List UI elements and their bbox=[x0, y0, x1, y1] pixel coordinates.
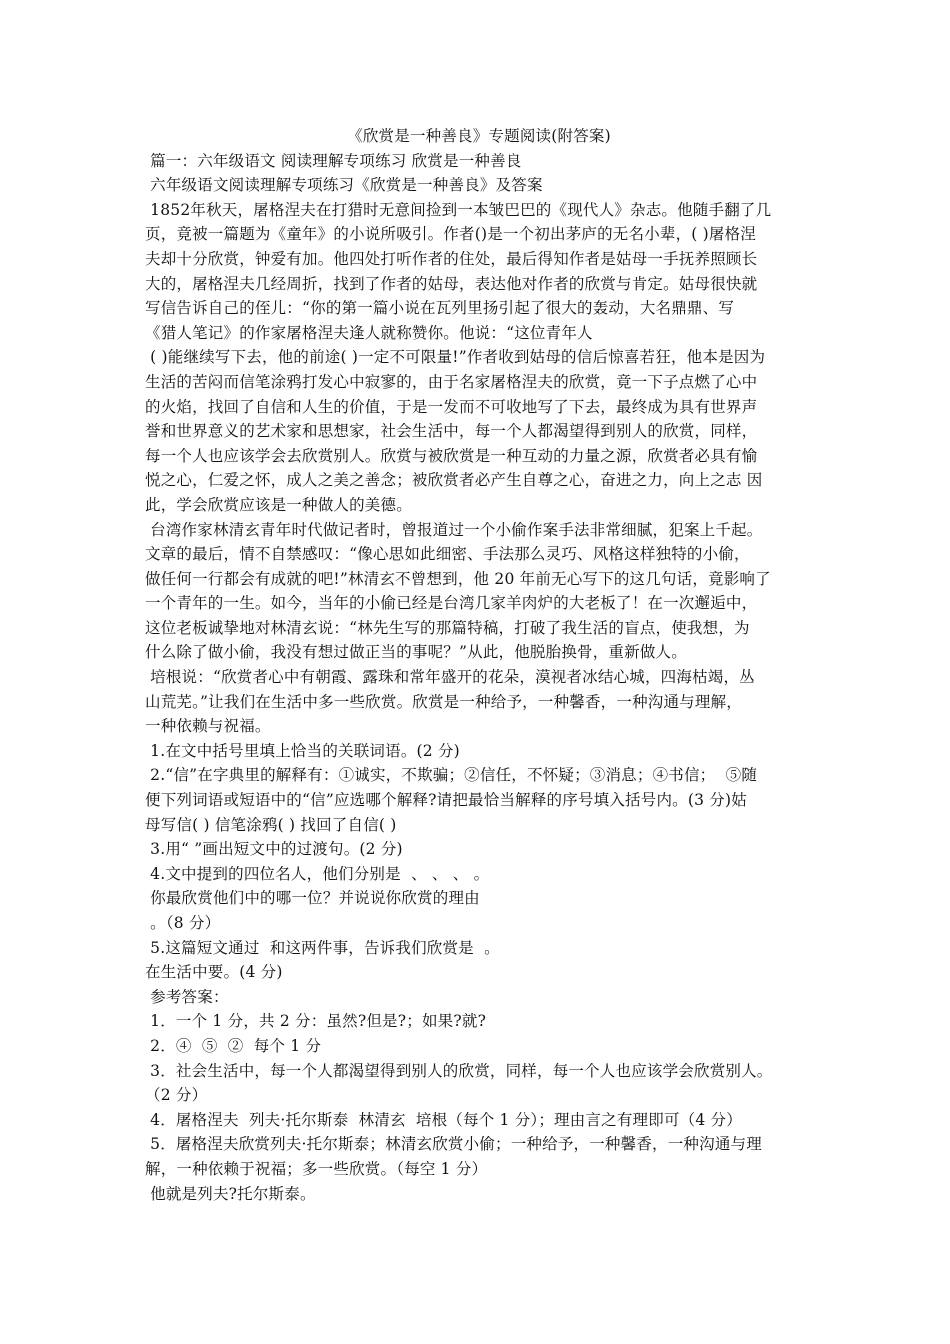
text-line: 做任何一行都会有成就的吧!”林清玄不曾想到，他 20 年前无心写下的这几句话，竟影响了 bbox=[145, 569, 771, 588]
text-line: 生活的苦闷而信笔涂鸦打发心中寂寥的，由于名家屠格涅夫的欣赏，竟一下子点燃了心中 bbox=[145, 372, 758, 391]
text-line: 3．社会生活中，每一个人都渴望得到别人的欣赏，同样，每一个人也应该学会欣赏别人。 bbox=[145, 1061, 773, 1080]
text-line: （2 分） bbox=[145, 1086, 208, 1105]
text-line: 六年级语文阅读理解专项练习《欣赏是一种善良》及答案 bbox=[145, 176, 543, 195]
text-line: 大的，屠格涅夫几经周折，找到了作者的姑母，表达他对作者的欣赏与肯定。姑母很快就 bbox=[145, 274, 758, 293]
text-line: 这位老板诚挚地对林清玄说：“林先生写的那篇特稿，打破了我生活的盲点，使我想，为 bbox=[145, 618, 750, 637]
text-line: 台湾作家林清玄青年时代做记者时，曾报道过一个小偷作案手法非常细腻，犯案上千起。 bbox=[145, 520, 763, 539]
text-line: 5．屠格涅夫欣赏列夫·托尔斯泰；林清玄欣赏小偷；一种给予，一种馨香，一种沟通与理 bbox=[145, 1135, 762, 1154]
text-line: 夫却十分欣赏，钟爱有加。他四处打听作者的住处，最后得知作者是姑母一手抚养照顾长 bbox=[145, 249, 758, 268]
text-line: 1.在文中括号里填上恰当的关联词语。(2 分) bbox=[145, 741, 460, 760]
text-line: 。（8 分） bbox=[145, 914, 221, 932]
text-line: 一种依赖与祝福。 bbox=[145, 717, 271, 736]
document-body bbox=[145, 124, 813, 1206]
text-line: 他就是列夫?托尔斯泰。 bbox=[145, 1184, 316, 1203]
text-line: 文章的最后，情不自禁感叹：“像心思如此细密、手法那么灵巧、风格这样独特的小偷， bbox=[145, 545, 750, 564]
text-line: ( )能继续写下去，他的前途( )一定不可限量!”作者收到姑母的信后惊喜若狂，他本是因为 bbox=[145, 348, 766, 367]
text-line: 《猎人笔记》的作家屠格涅夫逢人就称赞你。他说：“这位青年人 bbox=[145, 323, 593, 342]
text-line: 参考答案： bbox=[145, 987, 229, 1006]
text-line: 5.这篇短文通过 和这两件事，告诉我们欣赏是 。 bbox=[145, 938, 500, 957]
text-line: 篇一：六年级语文 阅读理解专项练习 欣赏是一种善良 bbox=[145, 151, 522, 170]
text-line: 2.“信”在字典里的解释有：①诚实，不欺骗；②信任，不怀疑；③消息；④书信； ⑤随 bbox=[145, 766, 758, 785]
text-line: 在生活中要。(4 分) bbox=[145, 963, 283, 982]
text-line: 每一个人也应该学会去欣赏别人。欣赏与被欣赏是一种互动的力量之源，欣赏者必具有愉 bbox=[145, 446, 758, 465]
text-line: 4.文中提到的四位名人，他们分别是 、 、 、 。 bbox=[145, 864, 490, 883]
text-line: 写信告诉自己的侄儿：“你的第一篇小说在瓦列里扬引起了很大的轰动，大名鼎鼎、写 bbox=[145, 299, 735, 318]
text-line: 4．屠格涅夫 列夫·托尔斯泰 林清玄 培根（每个 1 分）；理由言之有理即可（4 分） bbox=[145, 1110, 742, 1129]
document-text bbox=[145, 149, 813, 1207]
text-line: 2．④ ⑤ ② 每个 1 分 bbox=[145, 1036, 322, 1055]
text-line: 什么除了做小偷，我没有想过做正当的事呢？”从此，他脱胎换骨，重新做人。 bbox=[145, 643, 687, 662]
text-line: 1．一个 1 分，共 2 分：虽然?但是?；如果?就? bbox=[145, 1012, 487, 1031]
text-line: 山荒芜。”让我们在生活中多一些欣赏。欣赏是一种给予，一种馨香，一种沟通与理解， bbox=[145, 692, 742, 711]
text-line: 1852年秋天，屠格涅夫在打猎时无意间捡到一本皱巴巴的《现代人》杂志。他随手翻了几 bbox=[145, 200, 772, 219]
text-line: 此，学会欣赏应该是一种做人的美德。 bbox=[145, 495, 412, 514]
text-line: 解，一种依赖于祝福；多一些欣赏。（每空 1 分） bbox=[145, 1159, 488, 1178]
text-line: 悦之心，仁爱之怀，成人之美之善念；被欣赏者必产生自尊之心，奋进之力，向上之志 因 bbox=[145, 471, 763, 490]
text-line: 的火焰，找回了自信和人生的价值，于是一发而不可收地写了下去，最终成为具有世界声 bbox=[145, 397, 758, 416]
text-line: 一个青年的一生。如今，当年的小偷已经是台湾几家羊肉炉的大老板了！在一次邂逅中， bbox=[145, 594, 758, 613]
document-title: 《欣赏是一种善良》专题阅读(附答案) bbox=[347, 127, 611, 145]
text-line: 誉和世界意义的艺术家和思想家，社会生活中，每一个人都渴望得到别人的欣赏，同样， bbox=[145, 422, 758, 441]
text-line: 母写信( ) 信笔涂鸦( ) 找回了自信( ) bbox=[145, 815, 397, 834]
text-line: 你最欣赏他们中的哪一位？并说说你欣赏的理由 bbox=[145, 889, 480, 908]
text-line: 3.用“ ”画出短文中的过渡句。(2 分) bbox=[145, 840, 403, 859]
text-line: 便下列词语或短语中的“信”应选哪个解释?请把最恰当解释的序号填入括号内。(3 分)姑 bbox=[145, 791, 747, 810]
text-line: 培根说：“欣赏者心中有朝霞、露珠和常年盛开的花朵，漠视者冰结心城，四海枯竭，丛 bbox=[145, 668, 755, 687]
text-line: 页，竟被一篇题为《童年》的小说所吸引。作者()是一个初出茅庐的无名小辈，( )屠格涅 bbox=[145, 225, 757, 244]
